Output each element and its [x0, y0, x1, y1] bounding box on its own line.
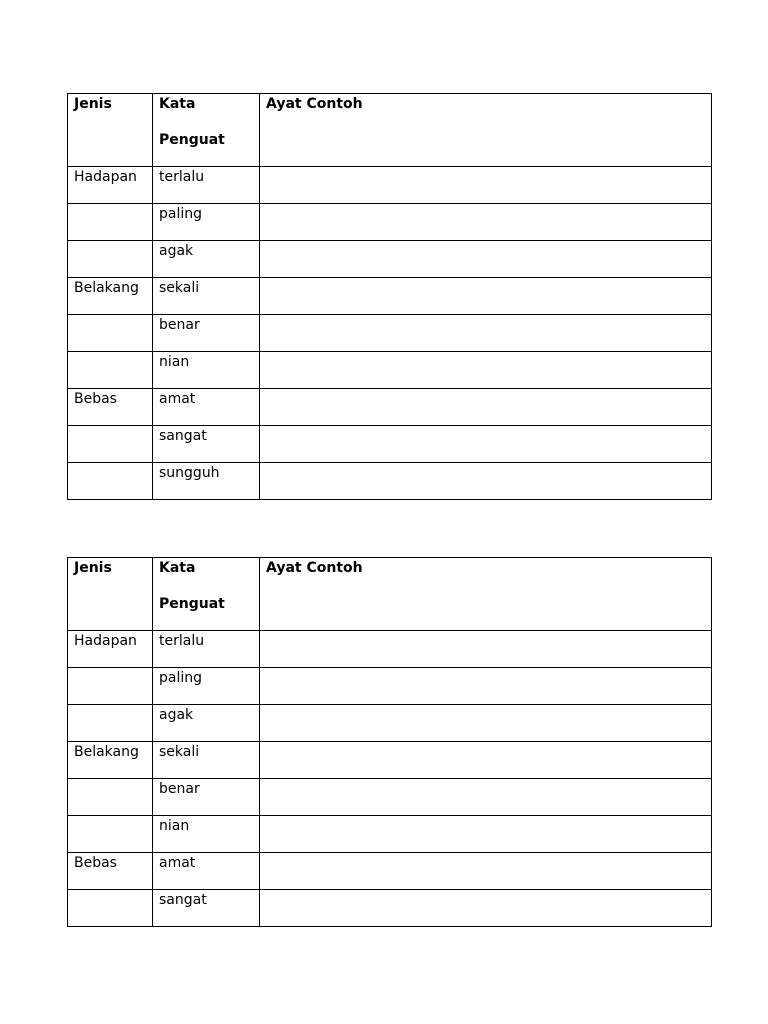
cell-kata: benar: [153, 779, 260, 816]
table-row: [68, 816, 712, 853]
header-jenis: Jenis: [68, 558, 153, 631]
cell-jenis: Bebas: [68, 853, 153, 890]
cell-kata: benar: [153, 315, 260, 352]
table-row: [68, 742, 712, 779]
cell-kata: sangat: [153, 890, 260, 927]
cell-kata: sekali: [153, 742, 260, 779]
cell-ayat[interactable]: [260, 241, 712, 278]
header-kata-line1: Kata: [159, 560, 196, 576]
cell-ayat[interactable]: [260, 167, 712, 204]
cell-jenis: [68, 668, 153, 705]
cell-ayat[interactable]: [260, 779, 712, 816]
header-row: [68, 94, 712, 167]
kata-penguat-table-2: [67, 557, 712, 927]
cell-kata: amat: [153, 389, 260, 426]
cell-jenis: [68, 241, 153, 278]
cell-kata: paling: [153, 204, 260, 241]
cell-jenis: [68, 705, 153, 742]
cell-ayat[interactable]: [260, 426, 712, 463]
table-row: [68, 167, 712, 204]
table-row: [68, 890, 712, 927]
cell-kata: sangat: [153, 426, 260, 463]
cell-kata: nian: [153, 816, 260, 853]
cell-kata: agak: [153, 705, 260, 742]
cell-kata: nian: [153, 352, 260, 389]
cell-jenis: Belakang: [68, 278, 153, 315]
cell-ayat[interactable]: [260, 278, 712, 315]
table-row: [68, 241, 712, 278]
header-ayat-contoh: Ayat Contoh: [260, 94, 712, 167]
table-row: [68, 705, 712, 742]
cell-jenis: [68, 352, 153, 389]
cell-ayat[interactable]: [260, 352, 712, 389]
cell-ayat[interactable]: [260, 389, 712, 426]
cell-jenis: [68, 463, 153, 500]
cell-jenis: [68, 315, 153, 352]
cell-ayat[interactable]: [260, 890, 712, 927]
cell-kata: sekali: [153, 278, 260, 315]
table-row: [68, 278, 712, 315]
cell-ayat[interactable]: [260, 816, 712, 853]
table-row: [68, 779, 712, 816]
header-jenis: Jenis: [68, 94, 153, 167]
cell-kata: sungguh: [153, 463, 260, 500]
table-row: [68, 352, 712, 389]
header-kata-penguat: [153, 558, 260, 631]
table-row: [68, 853, 712, 890]
cell-jenis: [68, 816, 153, 853]
cell-ayat[interactable]: [260, 631, 712, 668]
cell-jenis: [68, 779, 153, 816]
cell-kata: amat: [153, 853, 260, 890]
table-row: [68, 315, 712, 352]
table-row: [68, 389, 712, 426]
cell-kata: agak: [153, 241, 260, 278]
header-kata-penguat: [153, 94, 260, 167]
header-ayat-contoh: Ayat Contoh: [260, 558, 712, 631]
kata-penguat-table-1: [67, 93, 712, 500]
cell-kata: terlalu: [153, 167, 260, 204]
header-row: [68, 558, 712, 631]
table-row: [68, 668, 712, 705]
cell-jenis: [68, 204, 153, 241]
table-row: [68, 204, 712, 241]
table-row: [68, 463, 712, 500]
cell-jenis: Bebas: [68, 389, 153, 426]
cell-ayat[interactable]: [260, 742, 712, 779]
cell-jenis: Hadapan: [68, 631, 153, 668]
cell-ayat[interactable]: [260, 204, 712, 241]
cell-jenis: Hadapan: [68, 167, 153, 204]
cell-ayat[interactable]: [260, 463, 712, 500]
cell-ayat[interactable]: [260, 853, 712, 890]
table-row: [68, 631, 712, 668]
table-row: [68, 426, 712, 463]
cell-ayat[interactable]: [260, 705, 712, 742]
cell-jenis: Belakang: [68, 742, 153, 779]
cell-jenis: [68, 890, 153, 927]
cell-ayat[interactable]: [260, 668, 712, 705]
header-kata-line2: Penguat: [159, 596, 225, 612]
cell-ayat[interactable]: [260, 315, 712, 352]
header-kata-line2: Penguat: [159, 132, 225, 148]
header-kata-line1: Kata: [159, 96, 196, 112]
cell-kata: paling: [153, 668, 260, 705]
cell-kata: terlalu: [153, 631, 260, 668]
cell-jenis: [68, 426, 153, 463]
